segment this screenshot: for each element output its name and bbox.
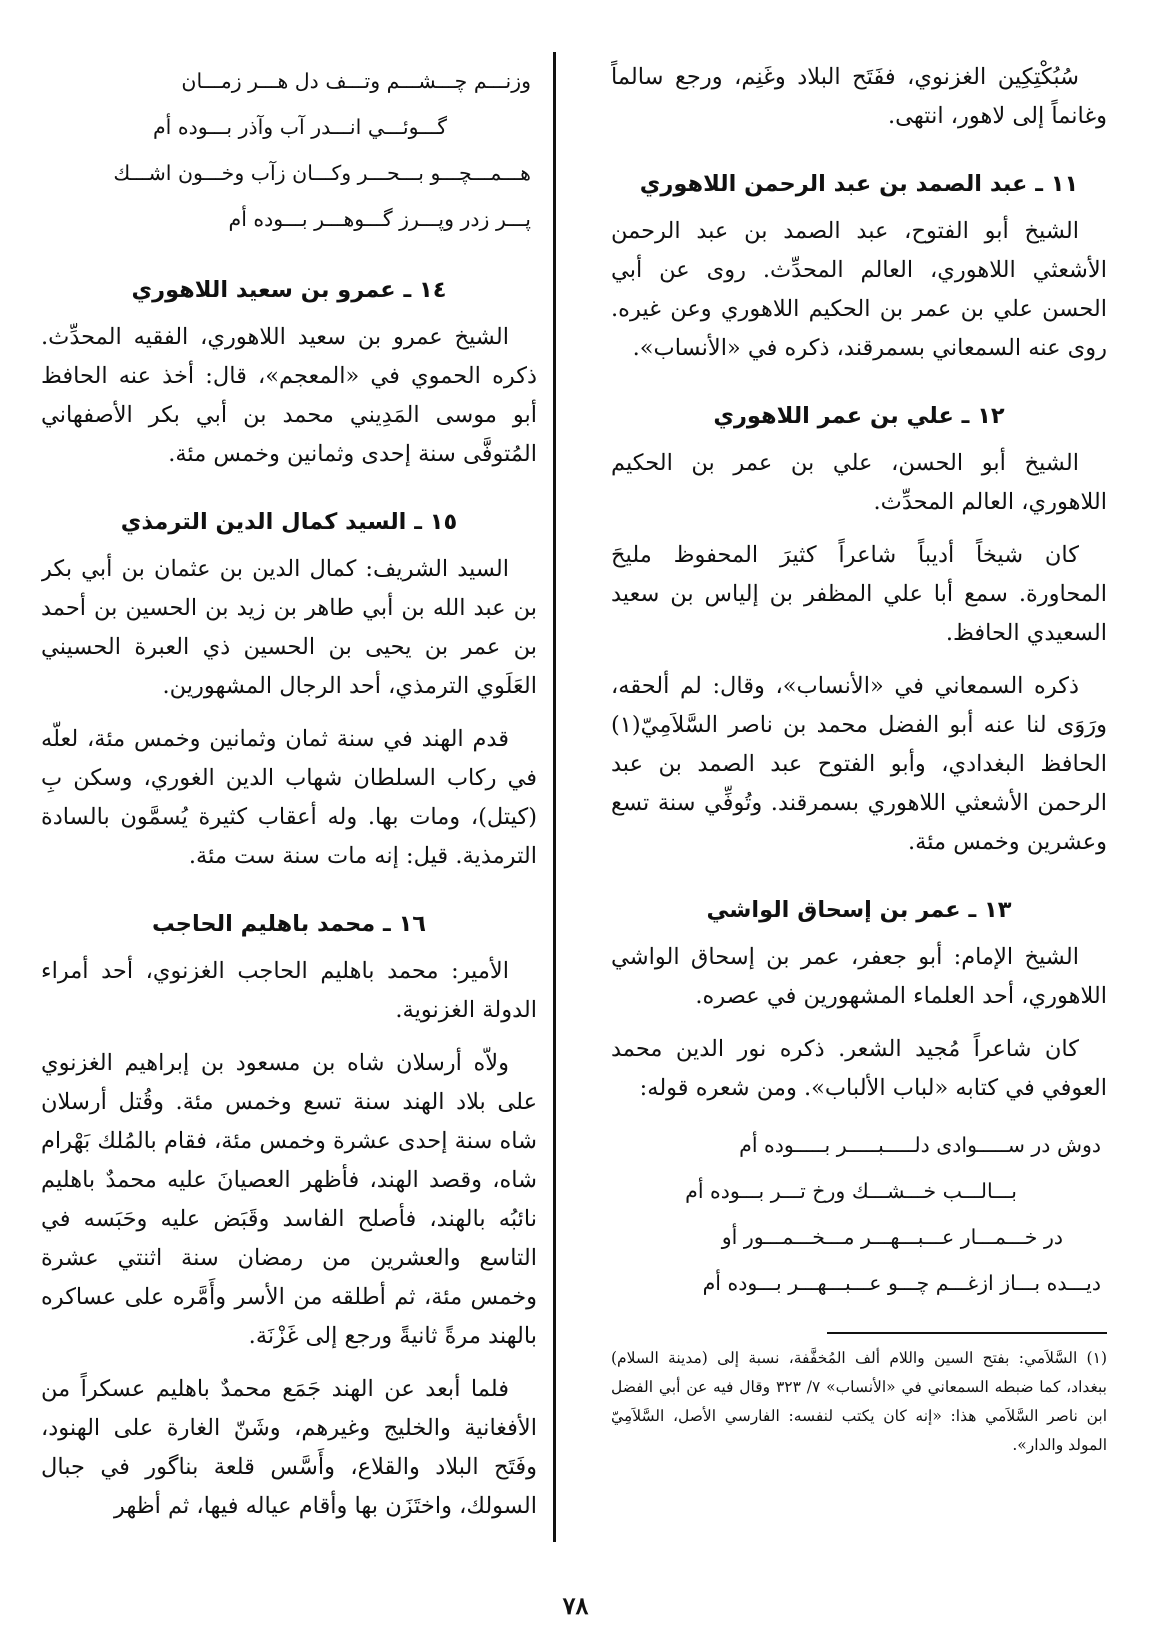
entry-heading: ١٣ ـ عمر بن إسحاق الواشي bbox=[706, 897, 1012, 923]
entry-paragraph: فلما أبعد عن الهند جَمَع محمدٌ باهليم عسكراً من الأفغانية والخليج وغيرهم، وشَنّ الغارة على الهنود، وفَتَح البلاد والقلاع، وأَسَّس قلعة بناگور في جبال السولك، واختَزَن بها وأقام عياله فيها، ثم أظهر bbox=[41, 1376, 537, 1519]
poem-verses bbox=[611, 1122, 1107, 1306]
poem-verse: وزنـــم چـــشـــم وتـــف دل هـــر زمـــان bbox=[181, 69, 531, 93]
entry-heading: ١٢ ـ علي بن عمر اللاهوري bbox=[713, 403, 1005, 429]
column-divider bbox=[553, 52, 556, 1542]
poem-verse: پـــر زدر وپـــرز گـــوهـــر بـــوده أم bbox=[228, 207, 531, 231]
footnotes bbox=[611, 1332, 1107, 1460]
footnote: (١) السَّلاَمي: بفتح السين واللام ألف المُخفَّفة، نسبة إلى (مدينة السلام) ببغداد، كما ضبطه السمعاني في «الأنساب» ٧/ ٣٢٣ وقال فيه عن أبي الفضل ابن ناصر السَّلاَمي هذا: «إنه كان يكتب لنفسه: الفارسي الأصل، السَّلاَمِيّ المولد والدار». bbox=[611, 1349, 1107, 1454]
entry-paragraph: الشيخ أبو الفتوح، عبد الصمد بن عبد الرحمن الأشعثي اللاهوري، العالم المحدِّث. روى عن أبي الحسن علي بن عمر بن الحكيم اللاهوري وعن غيره. روى عنه السمعاني بسمرقند، ذكره في «الأنساب». bbox=[611, 218, 1107, 361]
entry-paragraph: الشيخ أبو الحسن، علي بن عمر بن الحكيم اللاهوري، العالم المحدِّث. bbox=[611, 450, 1107, 515]
left-column bbox=[41, 58, 537, 1589]
entry-heading: ١٤ ـ عمرو بن سعيد اللاهوري bbox=[131, 277, 447, 303]
poem-verses bbox=[41, 58, 537, 242]
entry-paragraph: كان شيخاً أديباً شاعراً كثيرَ المحفوظ مليحَ المحاورة. سمع أبا علي المظفر بن إلياس بن سعيد السعيدي الحافظ. bbox=[611, 542, 1107, 646]
entry-heading: ١٦ ـ محمد باهليم الحاجب bbox=[151, 911, 427, 937]
entry-paragraph: الشيخ عمرو بن سعيد اللاهوري، الفقيه المحدِّث. ذكره الحموي في «المعجم»، قال: أخذ عنه الحافظ أبو موسى المَدِيني محمد بن أبي بكر الأصفهاني المُتوفَّى سنة إحدى وثمانين وخمس مئة. bbox=[41, 324, 537, 467]
entry-paragraph: ولاّه أرسلان شاه بن مسعود بن إبراهيم الغزنوي على بلاد الهند سنة تسع وخمس مئة. وقُتل أرسلان شاه سنة إحدى عشرة وخمس مئة، فقام بالمُلك بَهْرام شاه، وقصد الهند، فأظهر العصيانَ عليه محمدٌ باهليم نائبُه بالهند، فأصلح الفاسد وقَبَض عليه وحَبَسه في التاسع والعشرين من رمضان سنة اثنتي عشرة وخمس مئة، ثم أطلقه من الأسر وأَمَّره على عساكره بالهند مرةً ثانيةً ورجع إلى غَزْنَة. bbox=[41, 1050, 537, 1349]
entry-heading: ١٥ ـ السيد كمال الدين الترمذي bbox=[120, 509, 458, 535]
entry-paragraph: الأمير: محمد باهليم الحاجب الغزنوي، أحد أمراء الدولة الغزنوية. bbox=[41, 958, 537, 1023]
entry-paragraph: الشيخ الإمام: أبو جعفر، عمر بن إسحاق الواشي اللاهوري، أحد العلماء المشهورين في عصره. bbox=[611, 944, 1107, 1009]
poem-verse: هـــمـــچـــو بـــحـــر وكـــان زآب وخـــون اشـــك bbox=[113, 161, 531, 185]
entry-paragraph: قدم الهند في سنة ثمان وثمانين وخمس مئة، لعلّه في ركاب السلطان شهاب الدين الغوري، وسكن بِ (كيتل)، ومات بها. وله أعقاب كثيرة يُسمَّون بالسادة الترمذية. قيل: إنه مات سنة ست مئة. bbox=[41, 726, 537, 869]
poem-verse: در خـــمـــار عـــبـــهـــر مـــخـــمـــور أو bbox=[721, 1225, 1063, 1249]
right-column bbox=[611, 58, 1107, 1589]
poem-verse: دوش در ســـــوادى دلـــــبـــــر بـــــوده أم bbox=[739, 1133, 1101, 1157]
entry-paragraph: كان شاعراً مُجيد الشعر. ذكره نور الدين محمد العوفي في كتابه «لباب الألباب». ومن شعره قوله: bbox=[611, 1036, 1107, 1101]
footnote-rule bbox=[827, 1332, 1107, 1334]
page-number: ٧٨ bbox=[562, 1591, 589, 1620]
poem-verse: ديـــده بـــاز ازغـــم چـــو عـــبـــهـــر بـــوده أم bbox=[702, 1271, 1101, 1295]
poem-verse: بـــالـــب خـــشـــك ورخ تـــر بـــوده أم bbox=[685, 1179, 1017, 1203]
entry-paragraph: السيد الشريف: كمال الدين بن عثمان بن أبي بكر بن عبد الله بن أبي طاهر بن زيد بن الحسين بن أحمد بن عمر بن يحيى بن الحسين ذي العبرة الحسيني العَلَوي الترمذي، أحد الرجال المشهورين. bbox=[41, 556, 537, 699]
intro-text: سُبُكْتِكِين الغزنوي، ففَتَح البلاد وغَنِم، ورجع سالماً وغانماً إلى لاهور، انتهى. bbox=[611, 64, 1107, 129]
poem-verse: گـــوئـــي انـــدر آب وآذر بـــوده أم bbox=[152, 115, 447, 139]
entry-heading: ١١ ـ عبد الصمد بن عبد الرحمن اللاهوري bbox=[639, 171, 1079, 197]
entry-paragraph: ذكره السمعاني في «الأنساب»، وقال: لم ألحقه، ورَوَى لنا عنه أبو الفضل محمد بن ناصر السَّلاَمِيّ(١) الحافظ البغدادي، وأبو الفتوح عبد الصمد بن عبد الرحمن الأشعثي اللاهوري بسمرقند. وتُوفِّي سنة تسع وعشرين وخمس مئة. bbox=[611, 673, 1107, 855]
